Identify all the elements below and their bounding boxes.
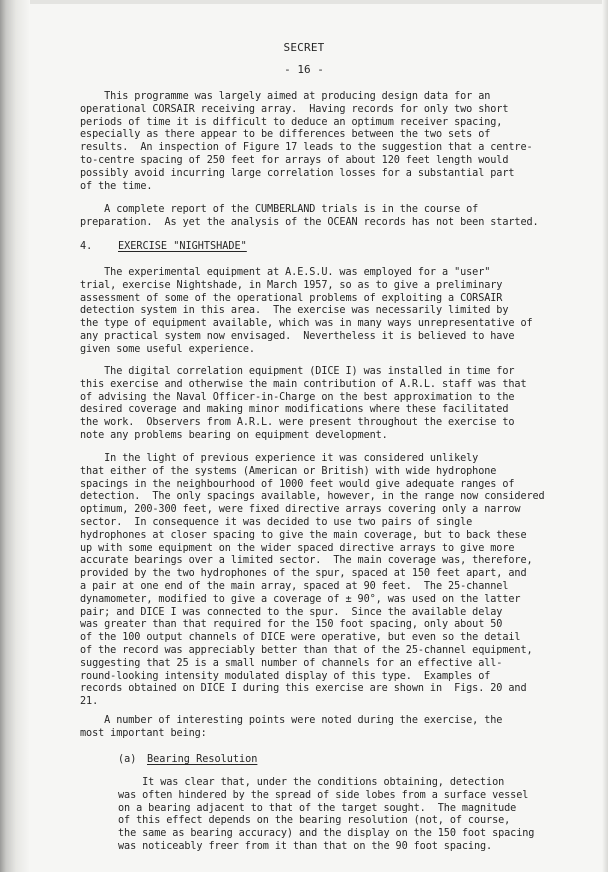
page-number: - 16 - xyxy=(284,63,324,76)
text-line: on a bearing adjacent to that of the target sought. The magnitude xyxy=(118,802,517,814)
text-line: up with some equipment on the wider spaced directive arrays to give more xyxy=(80,542,515,554)
text-line: provided by the two hydrophones of the spur, spaced at 150 feet apart, and xyxy=(80,568,527,580)
text-line: to-centre spacing of 250 feet for arrays of about 120 feet length would xyxy=(80,154,509,166)
text-line: dynamometer, modified to give a coverage of ± 90°, was used on the latter xyxy=(80,593,521,605)
text-line: preparation. As yet the analysis of the OCEAN records has not been started. xyxy=(80,216,539,228)
text-line: the same as bearing accuracy) and the display on the 150 foot spacing xyxy=(118,828,535,840)
text-line: of the 100 output channels of DICE were operative, but even so the detail xyxy=(80,632,521,644)
text-line: assessment of some of the operational problems of exploiting a CORSAIR xyxy=(80,292,503,304)
text-line: was often hindered by the spread of side lobes from a surface vessel xyxy=(118,789,529,801)
text-line: detection system in this area. The exercise was necessarily limited by xyxy=(80,305,509,317)
text-line: the work. Observers from A.R.L. were present throughout the exercise to xyxy=(80,417,515,429)
text-line: optimum, 200-300 feet, were fixed directive arrays covering only a narrow xyxy=(80,504,521,516)
text-line: the type of equipment available, which was in many ways unrepresentative of xyxy=(80,318,533,330)
text-line: It was clear that, under the conditions obtaining, detection xyxy=(118,777,505,788)
text-line: This programme was largely aimed at producing design data for an xyxy=(80,91,491,102)
text-line: was greater than that required for the 150 foot spacing, only about 50 xyxy=(80,619,503,631)
text-line: 21. xyxy=(80,696,99,708)
text-line: was noticeably freer from it than that on the 90 foot spacing. xyxy=(118,840,493,852)
text-line: that either of the systems (American or British) with wide hydrophone xyxy=(80,465,497,477)
text-line: of the record was appreciably better than that of the 25-channel equipment, xyxy=(80,644,533,656)
page-edge xyxy=(602,0,608,872)
text-line: round-looking intensity modulated display of this type. Examples of xyxy=(80,670,491,682)
text-line: In the light of previous experience it was considered unlikely xyxy=(80,453,479,464)
paragraph-bearing-resolution xyxy=(118,777,578,854)
text-line: this exercise and otherwise the main contribution of A.R.L. staff was that xyxy=(80,378,527,390)
text-line: records obtained on DICE I during this exercise are shown in Figs. 20 and xyxy=(80,683,527,695)
text-line: desired coverage and making minor modifications where these facilitated xyxy=(80,404,509,416)
text-line: of advising the Naval Officer-in-Charge on the best approximation to the xyxy=(80,391,515,403)
page-top-edge xyxy=(0,0,608,4)
text-line: The experimental equipment at A.E.S.U. was employed for a "user" xyxy=(80,267,491,278)
text-line: pair; and DICE I was connected to the spur. Since the available delay xyxy=(80,606,503,618)
section-number: 4. xyxy=(80,241,93,252)
section-heading: EXERCISE "NIGHTSHADE" xyxy=(118,241,247,252)
text-line: sector. In consequence it was decided to use two pairs of single xyxy=(80,516,473,528)
paragraph-dice-equipment xyxy=(80,366,578,443)
text-line: note any problems bearing on equipment development. xyxy=(80,429,388,441)
text-line: hydrophones at closer spacing to give the main coverage, but to back these xyxy=(80,529,527,541)
text-line: detection. The only spacings available, however, in the range now considered xyxy=(80,491,545,503)
text-line: A number of interesting points were noted during the exercise, the xyxy=(80,715,503,726)
text-line: The digital correlation equipment (DICE I) was installed in time for xyxy=(80,366,515,377)
text-line: periods of time it is difficult to deduce an optimum receiver spacing, xyxy=(80,116,503,128)
security-classification: SECRET xyxy=(283,41,325,54)
paragraph-cumberland-report xyxy=(80,204,578,230)
binding-shadow xyxy=(0,0,30,872)
text-line: given some useful experience. xyxy=(80,343,255,355)
text-line: especially as there appear to be differences between the two sets of xyxy=(80,129,491,141)
text-line: a pair at one end of the main array, spaced at 90 feet. The 25-channel xyxy=(80,580,509,592)
text-line: of the time. xyxy=(80,180,153,192)
paragraph-design-data xyxy=(80,91,578,193)
text-line: trial, exercise Nightshade, in March 1957, so as to give a preliminary xyxy=(80,279,503,291)
text-line: most important being: xyxy=(80,727,207,739)
text-line: any practical system now envisaged. Nevertheless it is believed to have xyxy=(80,330,515,342)
paragraph-hydrophone-spacing xyxy=(80,453,578,709)
text-line: accurate bearings over a limited sector. The main coverage was, therefore, xyxy=(80,555,533,567)
text-line: spacings in the neighbourhood of 1000 feet would give adequate ranges of xyxy=(80,478,515,490)
paragraph-interesting-points xyxy=(80,715,578,741)
text-line: possibly avoid incurring large correlation losses for a substantial part xyxy=(80,167,515,179)
paragraph-experimental-equipment xyxy=(80,267,578,357)
text-line: operational CORSAIR receiving array. Having records for only two short xyxy=(80,103,509,115)
text-line: suggesting that 25 is a small number of channels for an effective all- xyxy=(80,657,503,669)
subsection-heading: Bearing Resolution xyxy=(147,754,258,765)
text-line: results. An inspection of Figure 17 leads to the suggestion that a centre- xyxy=(80,142,533,154)
text-line: A complete report of the CUMBERLAND trials is in the course of xyxy=(80,204,479,215)
text-line: of this effect depends on the bearing resolution (not, of course, xyxy=(118,815,511,827)
subsection-label: (a) xyxy=(118,754,137,765)
